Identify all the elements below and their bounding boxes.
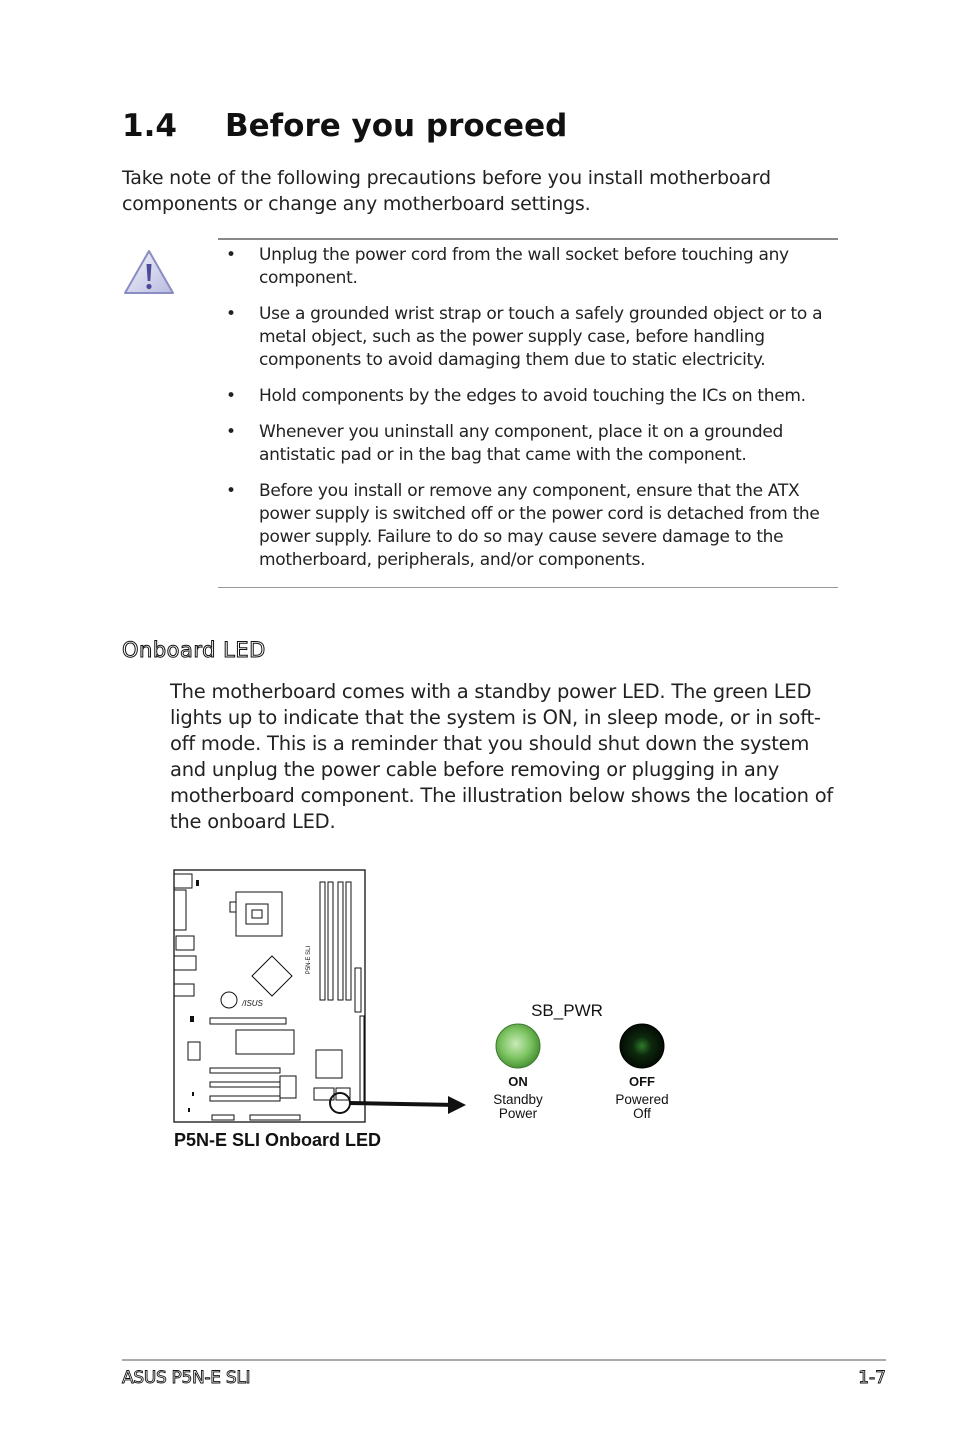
- footer-page-number: 1-7: [858, 1368, 886, 1388]
- subsection-title: Onboard LED: [122, 638, 266, 662]
- section-title: Before you proceed: [225, 108, 568, 144]
- caution-bottom-rule: [218, 587, 838, 588]
- figure-caption: P5N-E SLI Onboard LED: [174, 1130, 382, 1150]
- section-heading: [122, 108, 567, 144]
- led-on-indicator: [496, 1024, 540, 1068]
- motherboard-diagram: [160, 860, 720, 1160]
- section-number: 1.4: [122, 108, 177, 144]
- onboard-led-paragraph: The motherboard comes with a standby power LED. The green LED lights up to indicate that the system is ON, in sleep mode, or in soft-off mode. This is a reminder that you should shut down the system and unplug the power cable before removing or plugging in any motherboard component. The illustration below shows the location of the onboard LED.: [170, 680, 834, 833]
- asus-logo: /ISUS: [242, 999, 263, 1008]
- sb-pwr-label: SB_PWR: [531, 1001, 603, 1020]
- caution-item: • Before you install or remove any component, ensure that the ATX power supply is switched off or the power cord is detached from the power supply. Failure to do so may cause severe damage to the motherboard, peripherals, and/or components.: [226, 481, 820, 570]
- caution-item: • Use a grounded wrist strap or touch a safely grounded object or to a metal object, such as the power supply case, before handling components to avoid damaging them due to static electricity.: [226, 304, 823, 370]
- caution-item: • Unplug the power cord from the wall socket before touching any component.: [226, 245, 789, 288]
- onboard-led-figure: [160, 860, 720, 1160]
- caution-top-rule: [218, 238, 838, 240]
- footer-rule: [122, 1359, 886, 1361]
- intro-paragraph: Take note of the following precautions before you install motherboard components or change any motherboard settings.: [122, 167, 771, 215]
- led-off-line2: Off: [633, 1106, 651, 1121]
- board-model-label: P5N-E SLI: [306, 945, 312, 975]
- led-on-line2: Power: [498, 1106, 538, 1121]
- footer-product: ASUS P5N-E SLI: [122, 1368, 251, 1388]
- led-off-title: OFF: [629, 1074, 655, 1089]
- led-off-line1: Powered: [615, 1092, 669, 1107]
- caution-item: • Whenever you uninstall any component, place it on a grounded antistatic pad or in the bag that came with the component.: [226, 422, 784, 465]
- caution-item: • Hold components by the edges to avoid touching the ICs on them.: [226, 386, 806, 406]
- warning-triangle-icon: [122, 247, 176, 297]
- led-off-indicator: [620, 1024, 664, 1068]
- led-on-title: ON: [508, 1074, 528, 1089]
- caution-list: [222, 244, 832, 585]
- led-on-line1: Standby: [493, 1092, 543, 1107]
